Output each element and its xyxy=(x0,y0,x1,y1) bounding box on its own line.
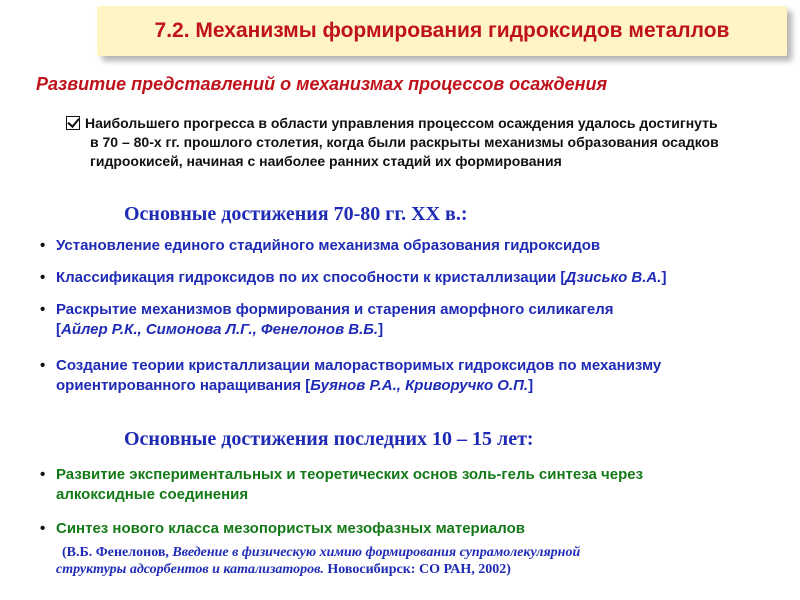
item-line-1: Создание теории кристаллизации малорастворимых гидроксидов по механизму xyxy=(56,357,662,374)
item-close: ] xyxy=(528,377,534,394)
intro-line-3: гидроокисей, начиная с наиболее ранних стадий их формирования xyxy=(90,153,562,169)
list-item-text xyxy=(56,300,780,340)
item-line-2: ориентированного наращивания [ xyxy=(56,377,311,394)
list-item xyxy=(40,268,780,288)
page-title: 7.2. Механизмы формирования гидроксидов металлов xyxy=(154,19,730,42)
list-item xyxy=(40,236,780,256)
ref-title-2: структуры адсорбентов и катализаторов. xyxy=(56,562,324,577)
bullet-icon: • xyxy=(40,466,46,483)
item-line-2: алкоксидные соединения xyxy=(56,486,249,503)
intro-line-2: в 70 – 80-х гг. прошлого столетия, когда были раскрыты механизмы образования осадков xyxy=(90,134,719,150)
list-item xyxy=(40,465,780,505)
list-item-text xyxy=(56,465,780,505)
title-banner xyxy=(97,6,787,56)
item-open: [ xyxy=(56,321,61,338)
item-line-1: Раскрытие механизмов формирования и старения аморфного силикагеля xyxy=(56,301,614,318)
list-item-text: Установление единого стадийного механизма образования гидроксидов xyxy=(56,237,601,254)
item-author: Айлер Р.К., Симонова Л.Г., Фенелонов В.Б. xyxy=(61,321,379,338)
ref-open: (В.Б. Фенелонов, xyxy=(62,545,173,560)
bullet-icon: • xyxy=(40,520,46,537)
section-heading-1: Основные достижения 70-80 гг. XX в.: xyxy=(124,203,468,225)
item-close: ] xyxy=(661,269,667,286)
item-text: Классификация гидроксидов по их способности к кристаллизации [ xyxy=(56,269,566,286)
item-author: Буянов Р.А., Криворучко О.П. xyxy=(310,377,529,394)
list-item xyxy=(40,519,780,539)
bullet-icon: • xyxy=(40,269,46,286)
item-author: Дзисько В.А. xyxy=(565,269,662,286)
subtitle: Развитие представлений о механизмах процессов осаждения xyxy=(36,74,608,94)
list-item xyxy=(40,356,780,396)
intro-line-1 xyxy=(66,114,788,133)
list-item-text xyxy=(56,268,780,288)
section-heading-2: Основные достижения последних 10 – 15 лет: xyxy=(124,428,534,450)
list-item xyxy=(40,300,780,340)
checkbox-icon xyxy=(66,116,80,130)
ref-tail: Новосибирск: СО РАН, 2002) xyxy=(323,562,511,577)
bullet-icon: • xyxy=(40,301,46,318)
reference-citation xyxy=(56,544,776,578)
item-close: ] xyxy=(378,321,384,338)
bullet-icon: • xyxy=(40,357,46,374)
list-item-text: Синтез нового класса мезопористых мезофазных материалов xyxy=(56,520,525,537)
intro-paragraph xyxy=(66,114,788,171)
ref-title-1: Введение в физическую химию формирования супрамолекулярной xyxy=(172,545,581,560)
intro-text-1: Наибольшего прогресса в области управления процессом осаждения удалось достигнуть xyxy=(85,115,718,131)
list-item-text xyxy=(56,356,780,396)
item-line-1: Развитие экспериментальных и теоретических основ золь-гель синтеза через xyxy=(56,466,644,483)
bullet-icon: • xyxy=(40,237,46,254)
